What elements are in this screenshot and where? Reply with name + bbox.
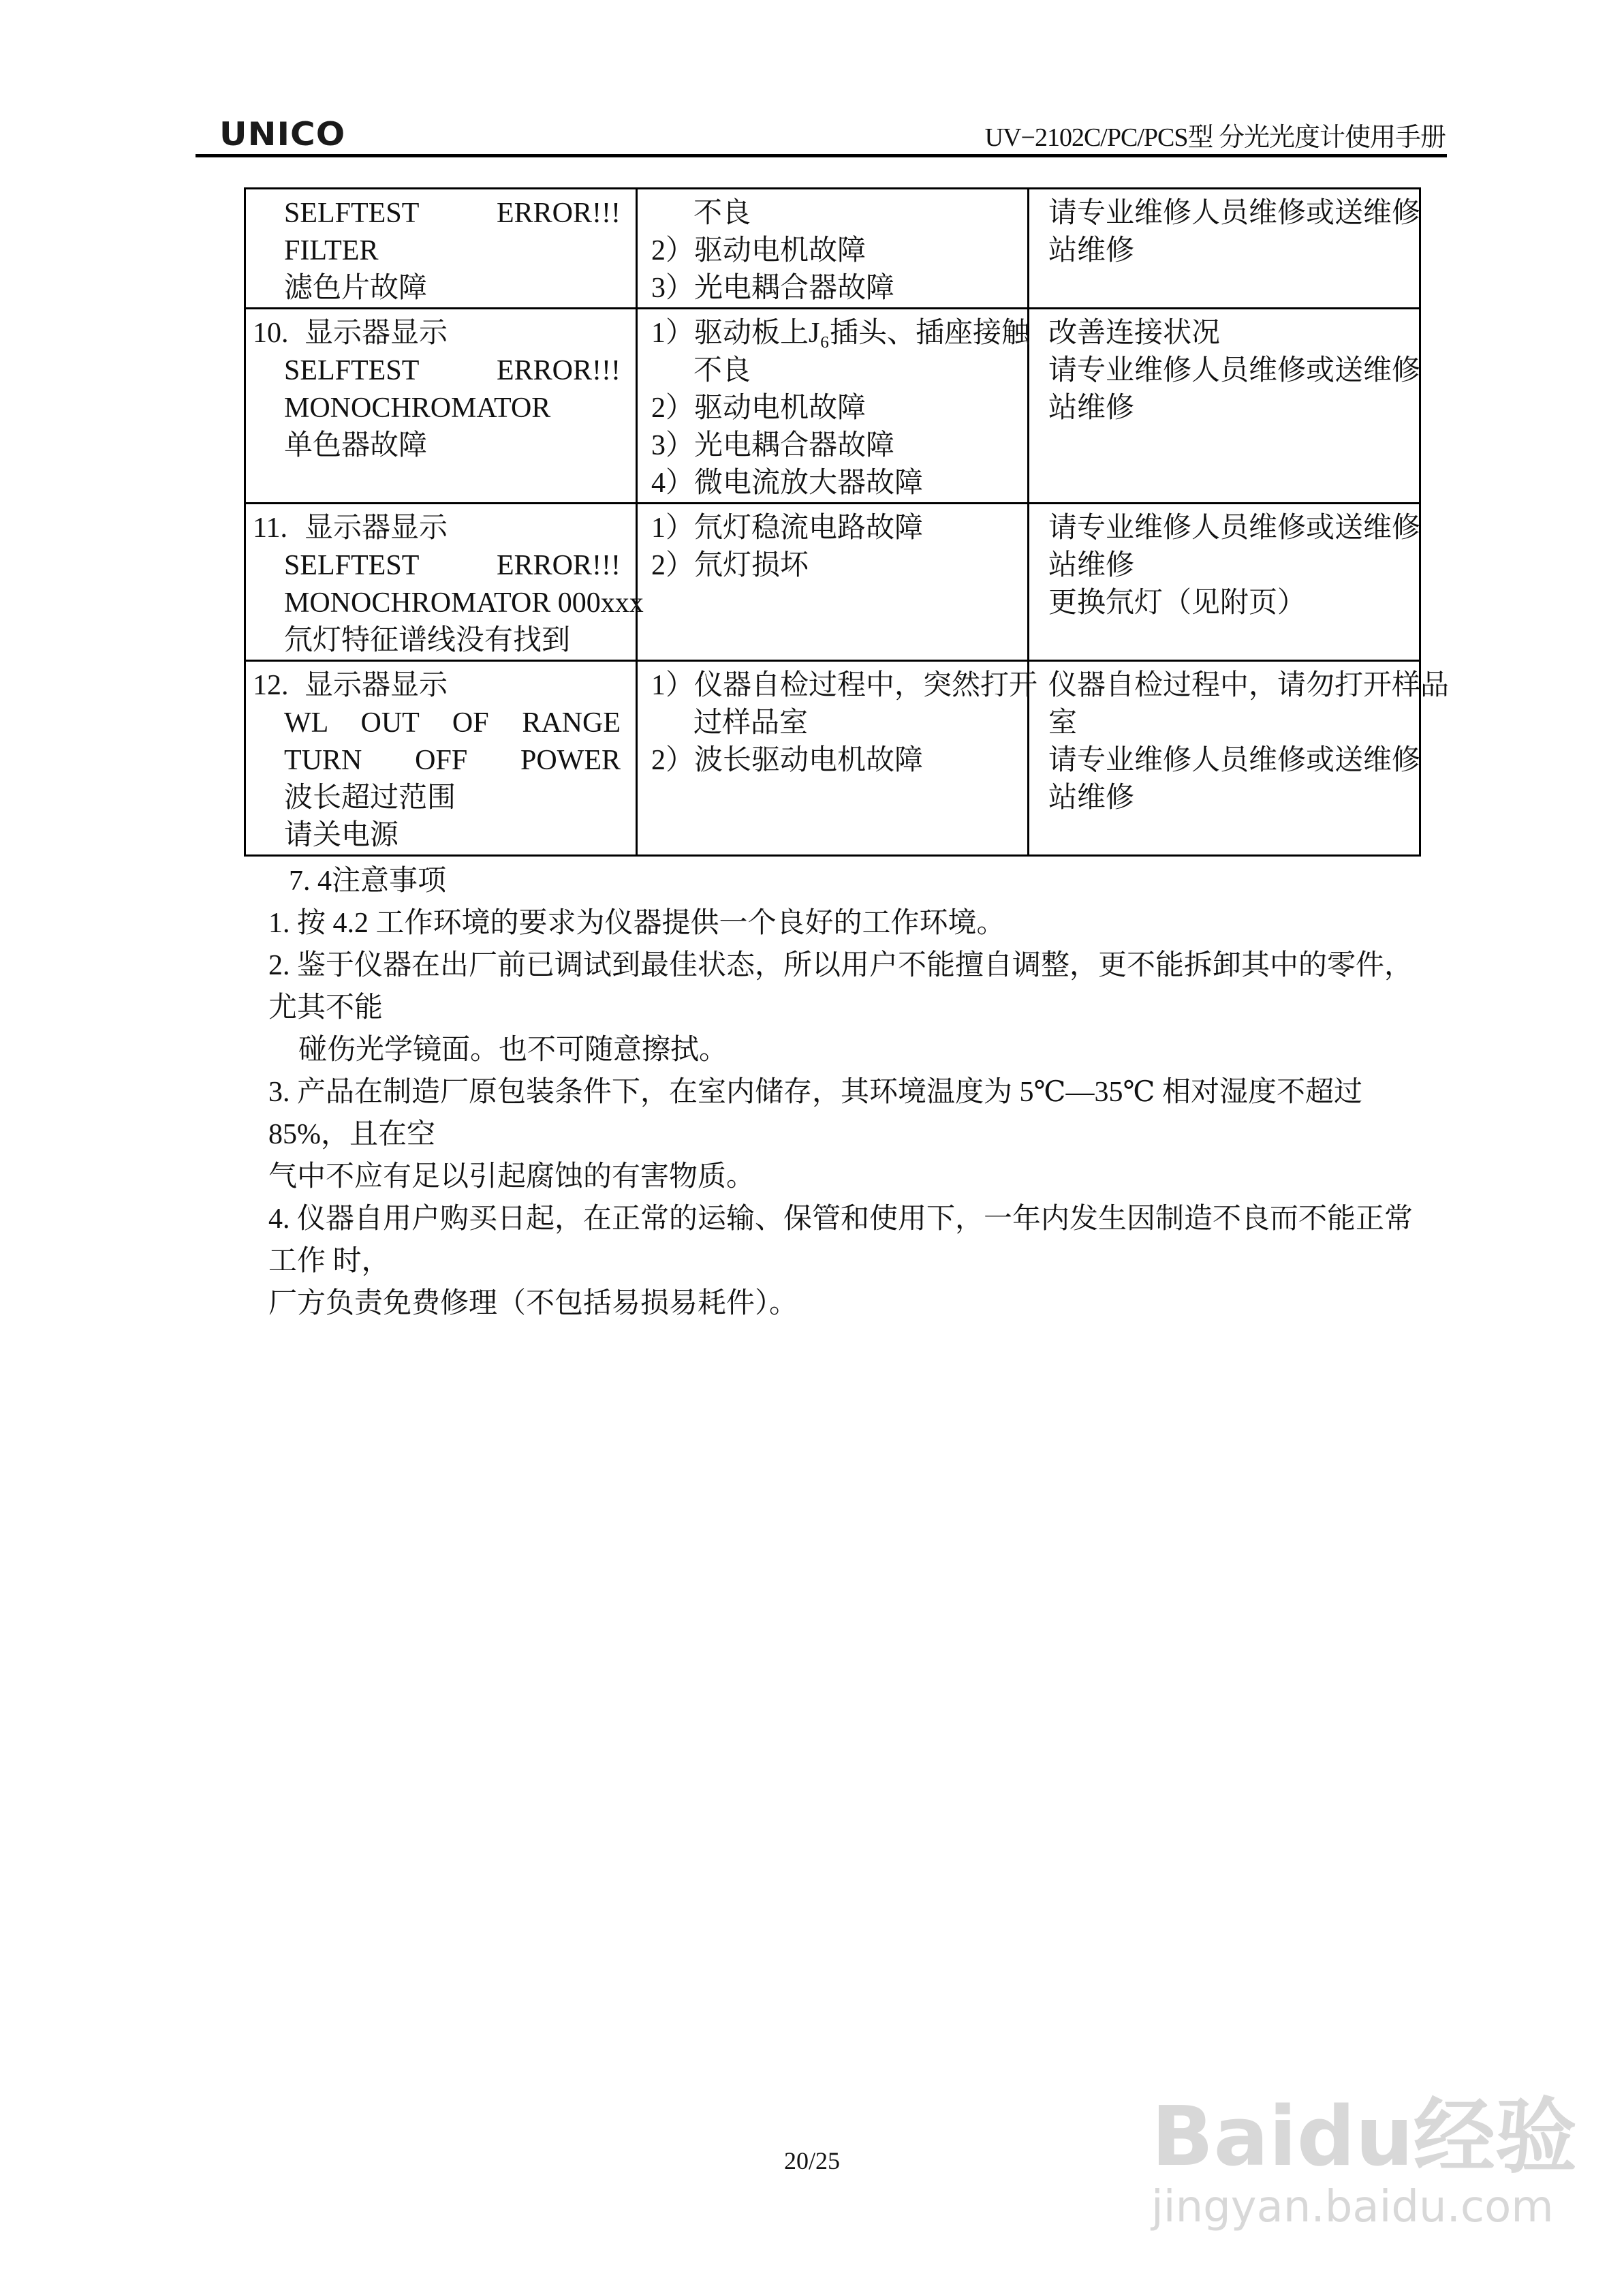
cause-cell: [637, 504, 1029, 661]
error-text: SELFTEST ERROR!!!: [284, 198, 621, 229]
cause-line: 1）氘灯稳流电路故障: [651, 512, 924, 544]
cause-line: 不良: [693, 355, 751, 386]
remedy-line: 仪器自检过程中，请勿打开样品: [1048, 670, 1450, 701]
note-line: 厂方负责免费修理（不包括易损易耗件）。: [268, 1288, 798, 1319]
remedy-line: 站维修: [1048, 392, 1135, 424]
error-text: MONOCHROMATOR 000xxx: [284, 587, 644, 619]
remedy-line: 请专业维修人员维修或送维修: [1048, 355, 1421, 386]
error-text: MONOCHROMATOR: [284, 392, 551, 424]
cause-line: 3）光电耦合器故障: [651, 273, 895, 304]
error-text: 请关电源: [284, 820, 399, 851]
watermark-brand: Baidu经验: [1151, 2090, 1577, 2185]
error-line: [246, 742, 636, 780]
error-line: [246, 817, 636, 854]
cause-line: 1）驱动板上J₆插头、插座接触: [651, 318, 1030, 349]
error-text: SELFTEST ERROR!!!: [284, 550, 621, 581]
error-text: 显示器显示: [304, 512, 448, 544]
remedy-cell: [1029, 309, 1420, 504]
error-text: SELFTEST ERROR!!!: [284, 355, 621, 386]
error-text: WL OUT OF RANGE: [284, 707, 621, 739]
error-line: [246, 667, 636, 705]
note-line: 2. 鉴于仪器在出厂前已调试到最佳状态，所以用户不能擅自调整，更不能拆卸其中的零件，尤其不能: [268, 950, 1414, 1023]
error-line: [246, 547, 636, 585]
notes-heading: 7. 4注意事项: [289, 865, 447, 897]
error-line: [246, 510, 636, 547]
table-row: [245, 309, 1420, 504]
cause-line: 4）微电流放大器故障: [651, 467, 924, 499]
error-message-cell: [245, 661, 637, 856]
error-text: TURN OFF POWER: [284, 745, 621, 776]
cause-cell: [637, 661, 1038, 856]
error-line: [246, 427, 636, 465]
error-text: 显示器显示: [304, 318, 448, 349]
note-line: 1. 按 4.2 工作环境的要求为仪器提供一个良好的工作环境。: [268, 908, 1005, 939]
remedy-line: 请专业维修人员维修或送维修: [1048, 512, 1421, 544]
watermark-url: jingyan.baidu.com: [1151, 2182, 1554, 2232]
notes-section: [268, 860, 1426, 1325]
cause-line: 不良: [693, 198, 751, 229]
cause-line: 1）仪器自检过程中，突然打开: [651, 670, 1038, 701]
troubleshooting-table: [244, 187, 1450, 857]
note-line: 3. 产品在制造厂原包装条件下，在室内储存，其环境温度为 5℃—35℃ 相对湿度不超过 85%，且在空: [268, 1077, 1362, 1150]
remedy-line: 站维修: [1048, 550, 1135, 581]
row-number: 11.: [253, 512, 287, 544]
remedy-cell: [1029, 504, 1420, 661]
remedy-cell: [1029, 661, 1450, 856]
baidu-watermark: [1151, 2071, 1577, 2232]
header-title: UV−2102C/PC/PCS型 分光光度计使用手册: [984, 123, 1446, 152]
error-message-cell: [245, 504, 644, 661]
error-line: [246, 270, 636, 307]
remedy-line: 更换氘灯（见附页）: [1048, 587, 1307, 619]
remedy-line: 改善连接状况: [1048, 318, 1221, 349]
remedy-line: 站维修: [1048, 782, 1135, 814]
remedy-cell: [1029, 189, 1420, 309]
note-line: 碰伤光学镜面。也不可随意擦拭。: [298, 1034, 728, 1066]
cause-cell: [637, 189, 1029, 309]
error-line: [246, 352, 636, 390]
cause-line: 3）光电耦合器故障: [651, 430, 895, 461]
error-text: 单色器故障: [284, 430, 428, 461]
cause-line: 2）驱动电机故障: [651, 392, 866, 424]
remedy-line: 请专业维修人员维修或送维修: [1048, 198, 1421, 229]
table-row: [245, 504, 1420, 661]
error-line: [246, 390, 636, 427]
note-line: 4. 仪器自用户购买日起，在正常的运输、保管和使用下，一年内发生因制造不良而不能正常工作 时，: [268, 1203, 1414, 1277]
error-message-cell: [245, 309, 637, 504]
note-line: 气中不应有足以引起腐蚀的有害物质。: [268, 1161, 755, 1192]
page-number: 20/25: [783, 2147, 840, 2174]
table-row: [245, 189, 1420, 309]
error-line: [246, 315, 636, 352]
row-number: 10.: [253, 318, 289, 349]
header-rule: [196, 154, 1447, 157]
error-text: 显示器显示: [304, 670, 448, 701]
cause-cell: [637, 309, 1029, 504]
error-line: [246, 780, 636, 817]
error-line: [246, 232, 636, 270]
unico-logo: UNICO: [219, 115, 346, 153]
error-line: [246, 705, 636, 742]
cause-line: 2）氘灯损坏: [651, 550, 809, 581]
error-text: 氘灯特征谱线没有找到: [284, 625, 571, 656]
remedy-line: 室: [1048, 707, 1078, 739]
error-line: [246, 585, 644, 622]
remedy-line: 站维修: [1048, 235, 1135, 266]
error-text: 滤色片故障: [284, 273, 428, 304]
error-text: FILTER: [284, 235, 379, 266]
error-line: [246, 622, 636, 660]
remedy-line: 请专业维修人员维修或送维修: [1048, 745, 1421, 776]
error-line: [246, 195, 636, 232]
table-row: [245, 661, 1420, 856]
error-message-cell: [245, 189, 637, 309]
cause-line: 过样品室: [693, 707, 809, 739]
cause-line: 2）波长驱动电机故障: [651, 745, 924, 776]
error-text: 波长超过范围: [284, 782, 456, 814]
row-number: 12.: [253, 670, 289, 701]
cause-line: 2）驱动电机故障: [651, 235, 866, 266]
